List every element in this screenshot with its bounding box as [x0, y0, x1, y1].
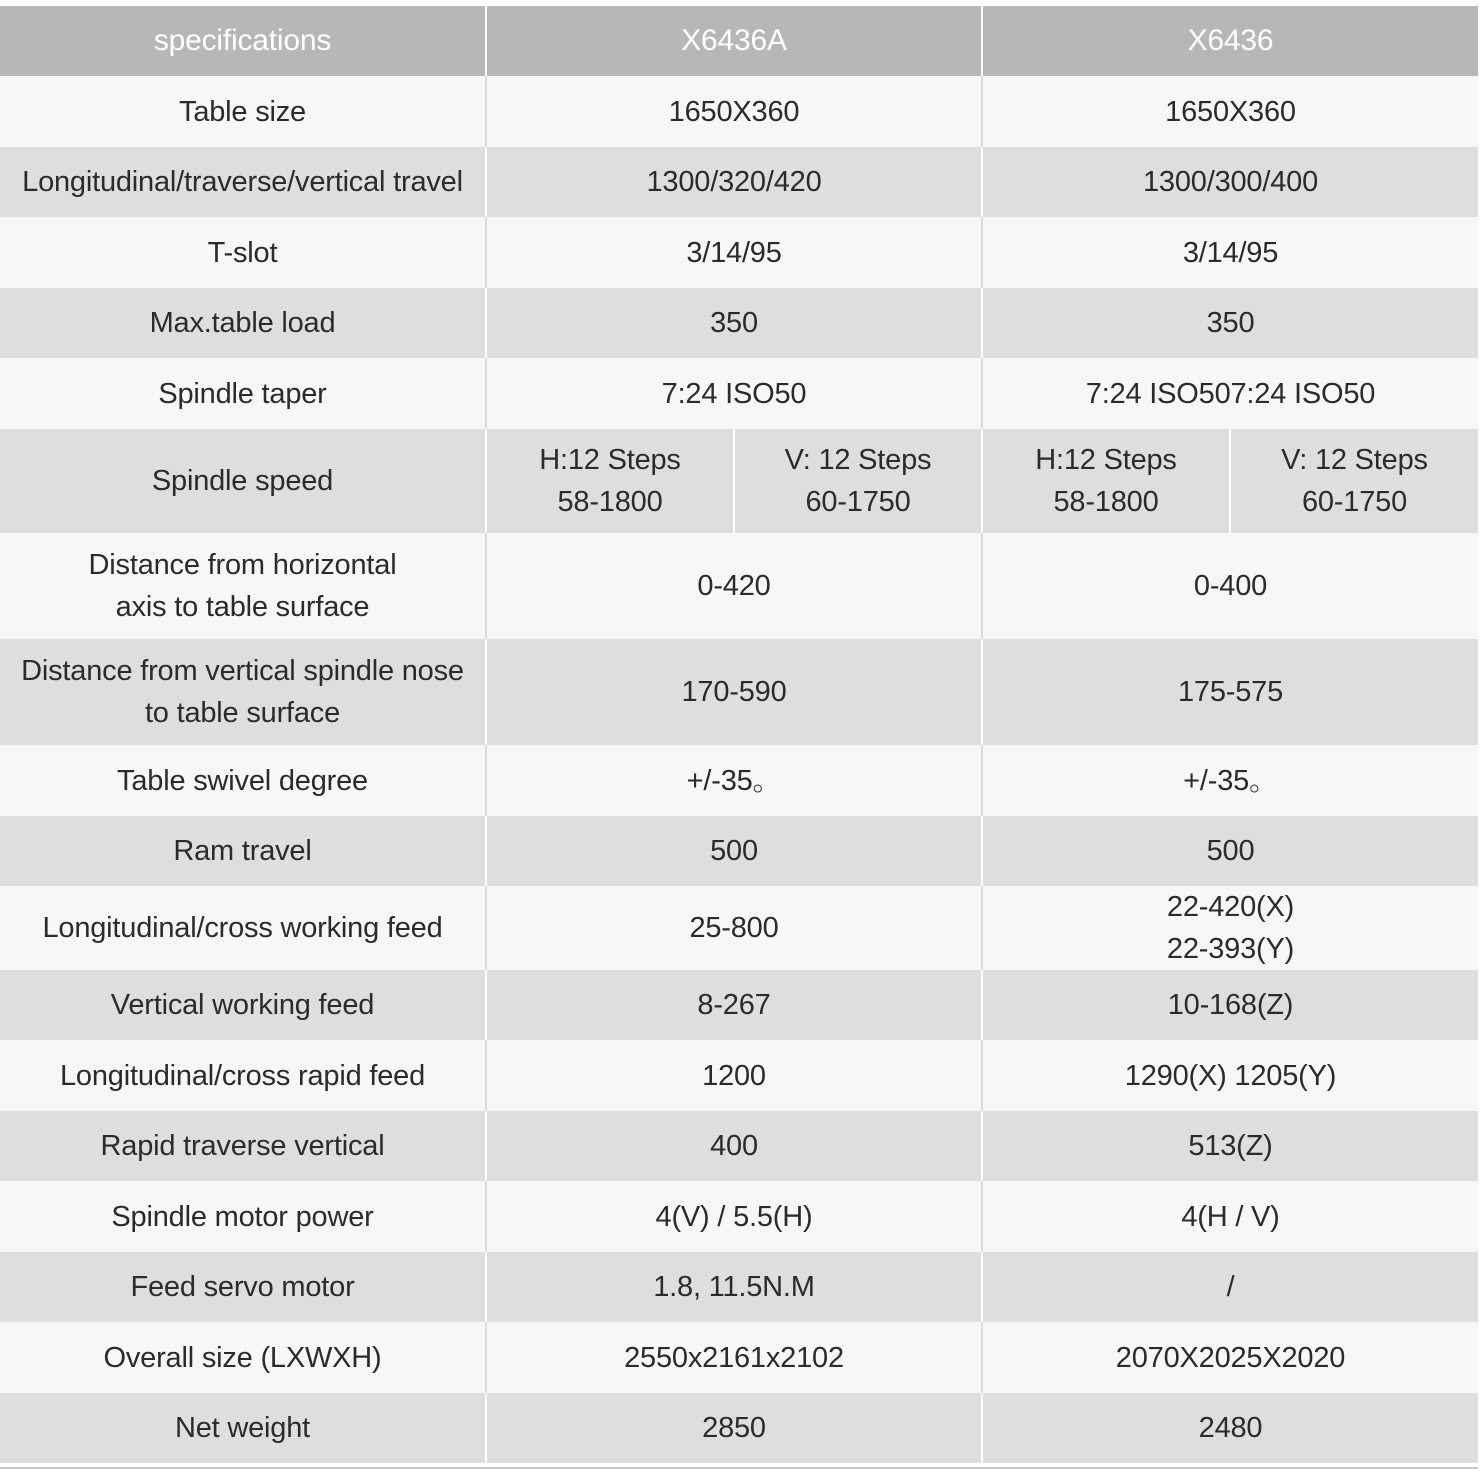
value-model-a: 2850 [486, 1393, 982, 1463]
row-label: Spindle motor power [0, 1181, 486, 1252]
row-label: Table size [0, 76, 486, 147]
value-model-a: 1200 [486, 1040, 982, 1111]
table-row [0, 1111, 1478, 1181]
value-line: 22-393(Y) [1166, 933, 1295, 965]
value-model-b: 2070X2025X2020 [982, 1322, 1478, 1393]
table-row [0, 1393, 1478, 1463]
table-row [0, 76, 1478, 147]
table-row-spindle-speed [0, 429, 1478, 533]
header-model-b: X6436 [982, 6, 1478, 76]
row-label: Longitudinal/traverse/vertical travel [0, 147, 486, 217]
row-label: Vertical working feed [0, 970, 486, 1040]
table-row [0, 1040, 1478, 1111]
value-model-a: 3/14/95 [486, 217, 982, 288]
table-row [0, 816, 1478, 886]
table-row [0, 147, 1478, 217]
value-model-a: 1300/320/420 [486, 147, 982, 217]
row-label: Rapid traverse vertical [0, 1111, 486, 1181]
range-text: 58-1800 [557, 486, 663, 518]
value-model-a: 7:24 ISO50 [486, 358, 982, 429]
value-model-a-vertical [734, 429, 982, 533]
row-label-line: Distance from vertical spindle nose [21, 655, 464, 687]
row-label-line: to table surface [144, 697, 341, 729]
header-specifications: specifications [0, 6, 486, 76]
row-label [0, 639, 486, 745]
row-label-line: Distance from horizontal [88, 549, 397, 581]
table-row [0, 288, 1478, 358]
value-model-b: 1650X360 [982, 76, 1478, 147]
specifications-table [0, 6, 1478, 1463]
value-model-b: 500 [982, 816, 1478, 886]
value-model-b: 3/14/95 [982, 217, 1478, 288]
row-label: Longitudinal/cross rapid feed [0, 1040, 486, 1111]
table-row [0, 217, 1478, 288]
value-model-a: 350 [486, 288, 982, 358]
value-model-b: +/-35。 [982, 745, 1478, 816]
value-model-a: 8-267 [486, 970, 982, 1040]
value-model-b-horizontal [982, 429, 1230, 533]
value-model-b: 350 [982, 288, 1478, 358]
value-model-a: 0-420 [486, 533, 982, 639]
value-model-b: 4(H / V) [982, 1181, 1478, 1252]
table-row [0, 970, 1478, 1040]
row-label: Feed servo motor [0, 1252, 486, 1322]
range-text: 58-1800 [1053, 486, 1159, 518]
value-model-b: 1290(X) 1205(Y) [982, 1040, 1478, 1111]
row-label: Spindle taper [0, 358, 486, 429]
value-model-a: 1650X360 [486, 76, 982, 147]
value-model-b: 1300/300/400 [982, 147, 1478, 217]
value-model-b-vertical [1230, 429, 1478, 533]
row-label: Longitudinal/cross working feed [0, 886, 486, 970]
value-model-a: 170-590 [486, 639, 982, 745]
row-label: Max.table load [0, 288, 486, 358]
value-model-b: / [982, 1252, 1478, 1322]
table-row [0, 1181, 1478, 1252]
value-model-b: 2480 [982, 1393, 1478, 1463]
value-model-b: 10-168(Z) [982, 970, 1478, 1040]
value-model-b: 175-575 [982, 639, 1478, 745]
value-line: 22-420(X) [1166, 891, 1295, 923]
table-row [0, 358, 1478, 429]
value-model-a: 25-800 [486, 886, 982, 970]
steps-text: H:12 Steps [539, 444, 681, 476]
table-row [0, 639, 1478, 745]
table-header-row [0, 6, 1478, 76]
table-row [0, 1252, 1478, 1322]
table-row [0, 533, 1478, 639]
row-label: Spindle speed [0, 429, 486, 533]
table-row [0, 1322, 1478, 1393]
value-model-a-horizontal [486, 429, 734, 533]
range-text: 60-1750 [1301, 486, 1408, 518]
row-label: Net weight [0, 1393, 486, 1463]
value-model-b: 513(Z) [982, 1111, 1478, 1181]
row-label [0, 533, 486, 639]
row-label: Ram travel [0, 816, 486, 886]
row-label: Table swivel degree [0, 745, 486, 816]
value-model-a: 4(V) / 5.5(H) [486, 1181, 982, 1252]
value-model-a: 500 [486, 816, 982, 886]
row-label: T-slot [0, 217, 486, 288]
value-model-b: 0-400 [982, 533, 1478, 639]
steps-text: V: 12 Steps [784, 444, 932, 476]
header-model-a: X6436A [486, 6, 982, 76]
value-model-a: 1.8, 11.5N.M [486, 1252, 982, 1322]
table-row [0, 886, 1478, 970]
value-model-b [982, 886, 1478, 970]
row-label: Overall size (LXWXH) [0, 1322, 486, 1393]
value-model-b: 7:24 ISO507:24 ISO50 [982, 358, 1478, 429]
steps-text: H:12 Steps [1035, 444, 1177, 476]
value-model-a: +/-35。 [486, 745, 982, 816]
steps-text: V: 12 Steps [1281, 444, 1428, 476]
table-bottom-border [0, 1467, 1478, 1469]
value-model-a: 400 [486, 1111, 982, 1181]
value-model-a: 2550x2161x2102 [486, 1322, 982, 1393]
range-text: 60-1750 [805, 486, 911, 518]
table-row [0, 745, 1478, 816]
row-label-line: axis to table surface [115, 591, 370, 623]
